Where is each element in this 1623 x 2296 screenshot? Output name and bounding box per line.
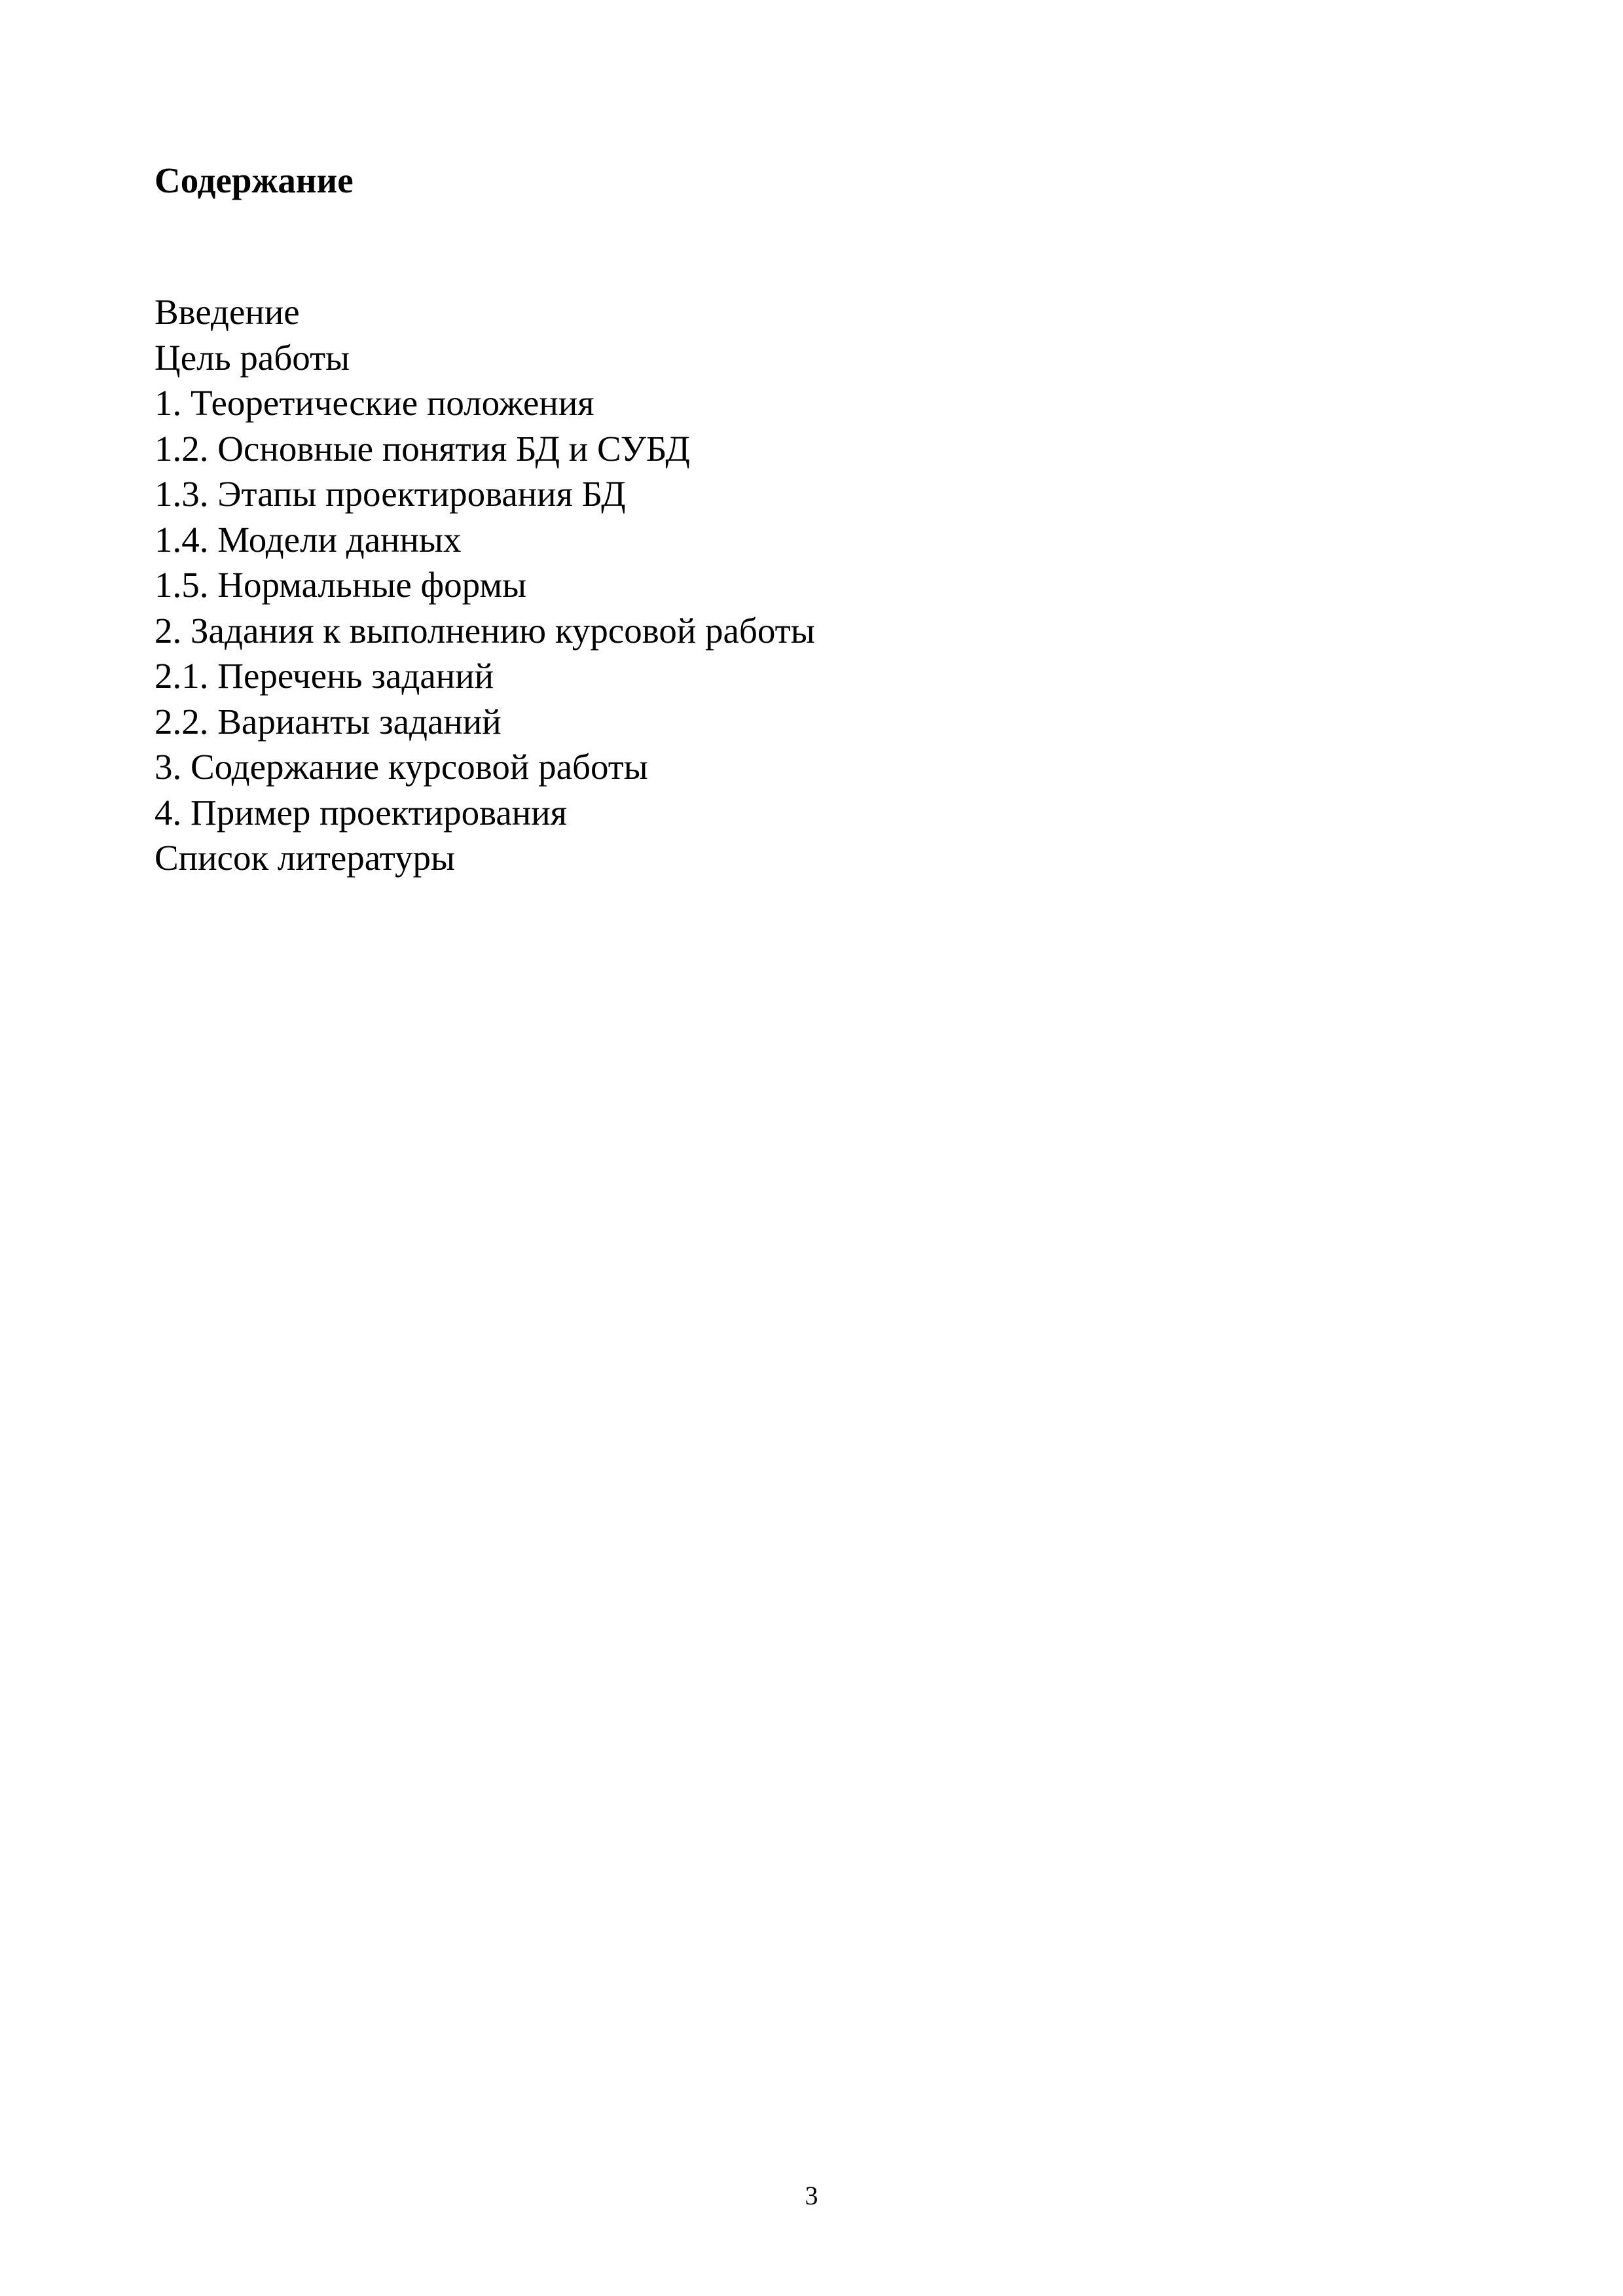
page-number: 3 xyxy=(805,2181,818,2210)
toc-item-assignment-variants: 2.2. Варианты заданий xyxy=(155,701,501,742)
toc-item-goal: Цель работы xyxy=(155,337,350,378)
toc-item-design-example: 4. Пример проектирования xyxy=(155,792,567,833)
toc-item-theory: 1. Теоретические положения xyxy=(155,383,594,423)
table-of-contents xyxy=(155,289,815,881)
toc-item-assignment-list: 2.1. Перечень заданий xyxy=(155,656,494,696)
toc-heading: Содержание xyxy=(155,160,354,200)
toc-item-coursework-contents: 3. Содержание курсовой работы xyxy=(155,747,648,787)
toc-item-introduction: Введение xyxy=(155,292,300,332)
toc-item-references: Список литературы xyxy=(155,838,456,878)
toc-item-design-stages: 1.3. Этапы проектирования БД xyxy=(155,474,626,514)
toc-item-normal-forms: 1.5. Нормальные формы xyxy=(155,565,527,605)
toc-item-basic-concepts: 1.2. Основные понятия БД и СУБД xyxy=(155,428,690,469)
toc-item-data-models: 1.4. Модели данных xyxy=(155,519,462,560)
toc-item-assignments: 2. Задания к выполнению курсовой работы xyxy=(155,610,815,651)
